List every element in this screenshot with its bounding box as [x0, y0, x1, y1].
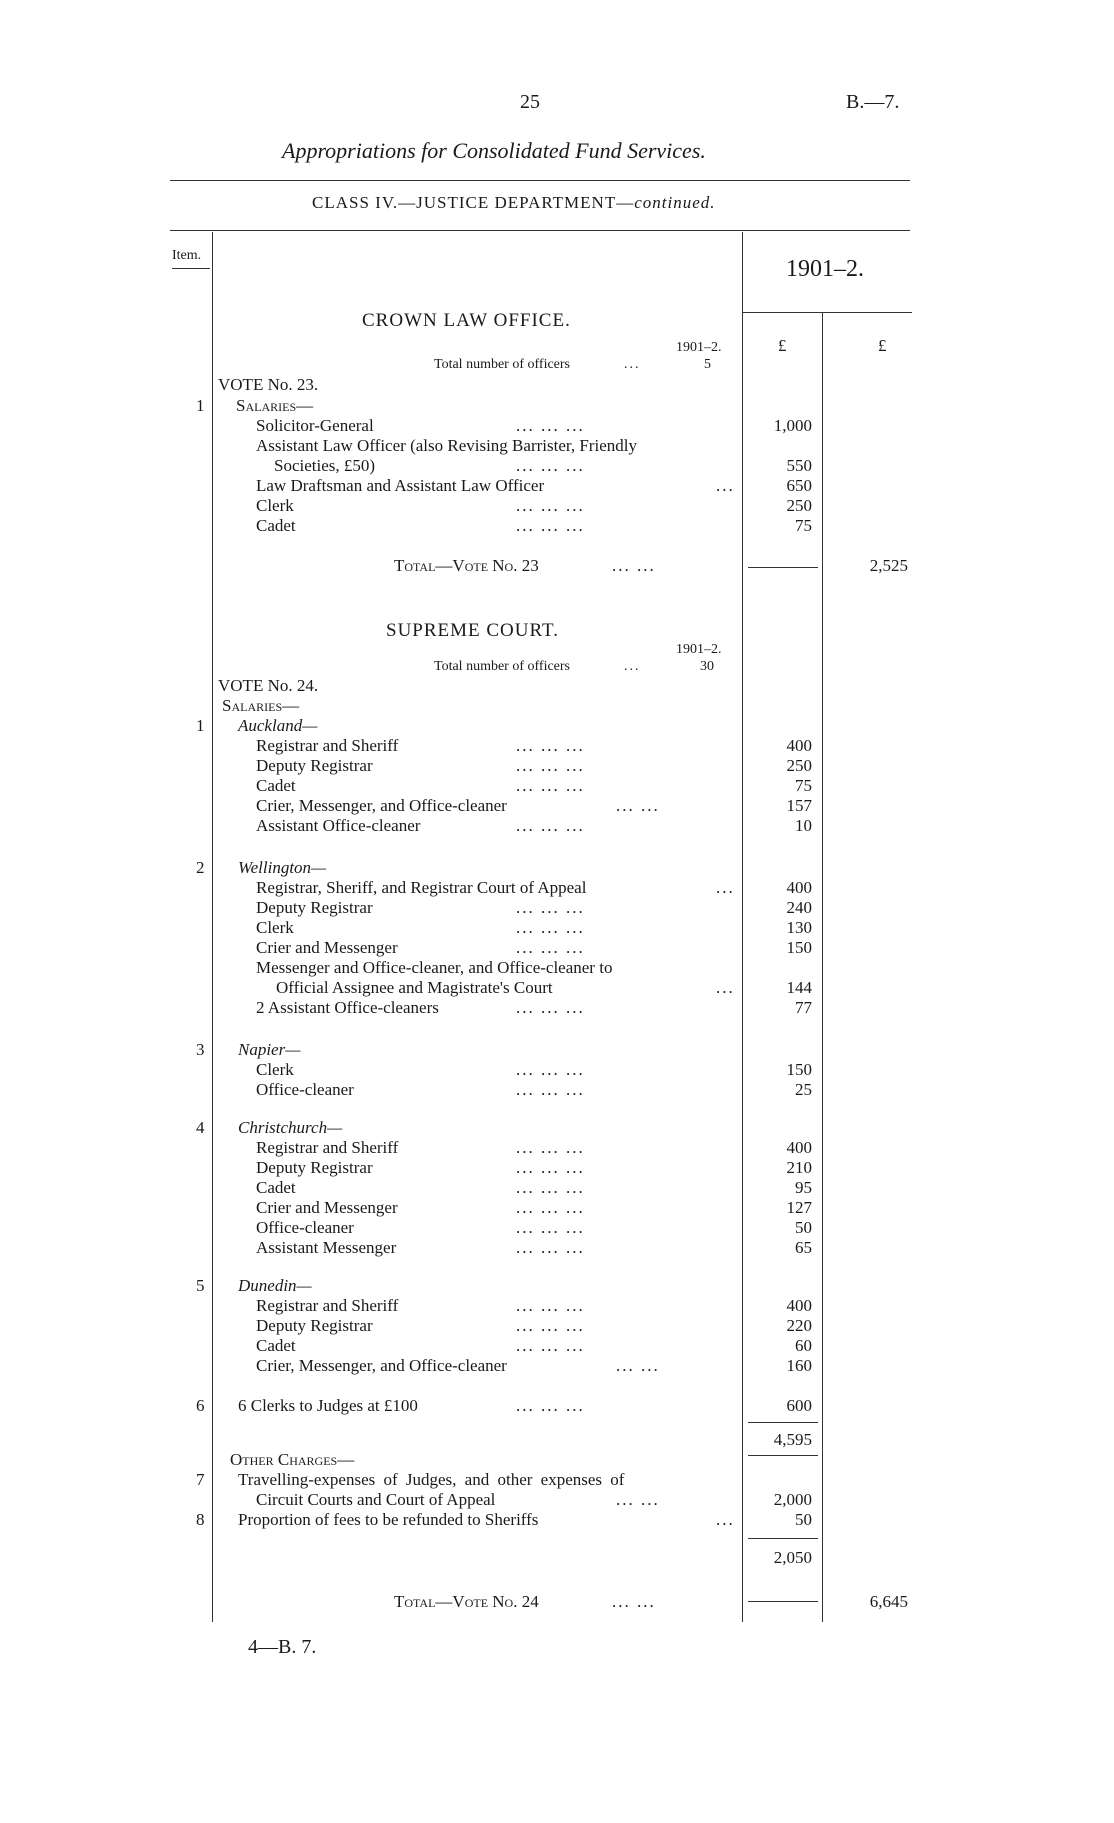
- row-leader: ... ... ...: [516, 1218, 585, 1237]
- row-label: Office-cleaner: [256, 1218, 354, 1237]
- vote-24-total-rule: [748, 1601, 818, 1602]
- row-leader: ... ... ...: [516, 1296, 585, 1315]
- crown-officers-year: 1901–2.: [676, 340, 722, 355]
- row-amount: 75: [795, 776, 812, 795]
- row-amount: 77: [795, 998, 812, 1017]
- row-label: Deputy Registrar: [256, 1316, 373, 1335]
- row-amount: 220: [786, 1316, 812, 1335]
- row-leader: ... ... ...: [516, 898, 585, 917]
- row-label: Deputy Registrar: [256, 1158, 373, 1177]
- row-label: Registrar and Sheriff: [256, 1138, 399, 1157]
- item-number: 2: [196, 858, 205, 877]
- row-leader: ... ... ...: [516, 1198, 585, 1217]
- row-amount: 157: [786, 796, 812, 815]
- row-label: Assistant Messenger: [256, 1238, 397, 1257]
- item-column-header: Item.: [172, 248, 202, 263]
- vote-24-heading: VOTE No. 24.: [218, 676, 319, 695]
- row-leader: ... ... ...: [516, 496, 585, 515]
- item-number: 8: [196, 1510, 205, 1529]
- row-label: Clerk: [256, 496, 294, 515]
- row-leader: ... ... ...: [516, 1158, 585, 1177]
- row-leader: ... ... ...: [516, 1238, 585, 1257]
- year-header-rule: [742, 312, 912, 313]
- row-leader: ... ... ...: [516, 416, 585, 435]
- row-label: Deputy Registrar: [256, 756, 373, 775]
- row-leader: ... ...: [616, 1356, 660, 1375]
- heading-rule: [170, 230, 910, 231]
- row-amount: 400: [786, 736, 812, 755]
- row-amount: 650: [786, 476, 812, 495]
- row-leader: ... ... ...: [516, 1138, 585, 1157]
- document-reference: B.—7.: [846, 91, 900, 113]
- crown-officers-label: Total number of officers: [434, 357, 570, 372]
- row-leader: ... ...: [616, 1490, 660, 1509]
- class-heading-continued: continued.: [634, 193, 716, 212]
- vote-23-total-rule: [748, 567, 818, 568]
- item-number: 1: [196, 716, 205, 735]
- crown-officers-leader: ...: [624, 357, 641, 372]
- row-amount: 144: [786, 978, 812, 997]
- row-leader: ... ... ...: [516, 998, 585, 1017]
- row-amount: 160: [786, 1356, 812, 1375]
- row-amount: 550: [786, 456, 812, 475]
- row-leader: ... ... ...: [516, 1178, 585, 1197]
- row-leader: ...: [716, 1510, 735, 1529]
- row-amount: 150: [786, 1060, 812, 1079]
- row-label: Cadet: [256, 1336, 296, 1355]
- row-label: Deputy Registrar: [256, 898, 373, 917]
- row-label: Office-cleaner: [256, 1080, 354, 1099]
- row-label: Cadet: [256, 776, 296, 795]
- salaries-subtotal: 4,595: [773, 1430, 812, 1449]
- class-heading: [312, 193, 716, 213]
- salaries-heading: Salaries—: [222, 696, 300, 715]
- district-heading-christchurch: Christchurch—: [238, 1118, 343, 1137]
- supreme-officers-label: Total number of officers: [434, 659, 570, 674]
- other-charge-label: Circuit Courts and Court of Appeal: [256, 1490, 496, 1509]
- district-heading-auckland: Auckland—: [238, 716, 318, 735]
- year-column-header: 1901–2.: [786, 256, 864, 282]
- vote-23-total: 2,525: [869, 556, 908, 575]
- row-leader: ... ... ...: [516, 1080, 585, 1099]
- subtotal-column-divider: [822, 312, 823, 1622]
- row-label: Crier and Messenger: [256, 1198, 398, 1217]
- district-heading-dunedin: Dunedin—: [238, 1276, 312, 1295]
- row-amount: 127: [786, 1198, 812, 1217]
- row-leader: ... ... ...: [516, 816, 585, 835]
- row-amount: 400: [786, 1296, 812, 1315]
- row-label: Registrar, Sheriff, and Registrar Court of Appeal: [256, 878, 587, 897]
- clerks-to-judges-amount: 600: [786, 1396, 812, 1415]
- row-leader: ... ... ...: [516, 776, 585, 795]
- row-label: Crier, Messenger, and Office-cleaner: [256, 1356, 507, 1375]
- row-label: Crier, Messenger, and Office-cleaner: [256, 796, 507, 815]
- row-amount: 150: [786, 938, 812, 957]
- row-label: Solicitor-General: [256, 416, 374, 435]
- row-leader: ... ... ...: [516, 1316, 585, 1335]
- row-leader: ... ... ...: [516, 756, 585, 775]
- clerks-to-judges-label: 6 Clerks to Judges at £100: [238, 1396, 418, 1415]
- row-amount: 250: [786, 756, 812, 775]
- row-leader: ...: [716, 978, 735, 997]
- supreme-officers-count: 30: [700, 659, 714, 674]
- item-column-divider: [212, 232, 213, 1622]
- row-leader: ...: [716, 476, 735, 495]
- row-amount: 250: [786, 496, 812, 515]
- item-header-rule: [172, 268, 210, 269]
- row-label: Assistant Office-cleaner: [256, 816, 421, 835]
- row-amount: 1,000: [773, 416, 812, 435]
- row-amount: 95: [795, 1178, 812, 1197]
- pound-sign-amount: £: [778, 336, 787, 355]
- other-charges-subtotal: 2,050: [773, 1548, 812, 1567]
- other-charge-label: Proportion of fees to be refunded to Sheriffs: [238, 1510, 539, 1529]
- row-label: Cadet: [256, 1178, 296, 1197]
- page-title: Appropriations for Consolidated Fund Services.: [282, 138, 706, 163]
- row-label: Registrar and Sheriff: [256, 736, 399, 755]
- row-amount: 50: [795, 1218, 812, 1237]
- row-leader: ... ... ...: [516, 736, 585, 755]
- row-label: Cadet: [256, 516, 296, 535]
- vote-23-total-label: Total—Vote No. 23: [394, 556, 539, 575]
- row-leader: ... ... ...: [516, 456, 585, 475]
- page-number: 25: [520, 91, 540, 113]
- row-leader: ... ... ...: [516, 918, 585, 937]
- row-leader: ... ... ...: [516, 516, 585, 535]
- supreme-officers-leader: ...: [624, 659, 641, 674]
- row-label: Clerk: [256, 918, 294, 937]
- other-charge-amount: 50: [795, 1510, 812, 1529]
- crown-officers-count: 5: [704, 357, 711, 372]
- row-label: Societies, £50): [274, 456, 376, 475]
- supreme-court-title: SUPREME COURT.: [386, 620, 559, 641]
- salaries-subtotal-underline: [748, 1455, 818, 1456]
- vote-24-total-label: Total—Vote No. 24: [394, 1592, 539, 1611]
- item-number: 1: [196, 396, 205, 415]
- item-number: 7: [196, 1470, 205, 1489]
- row-label: 2 Assistant Office-cleaners: [256, 998, 439, 1017]
- row-amount: 75: [795, 516, 812, 535]
- row-leader: ... ... ...: [516, 938, 585, 957]
- item-number: 4: [196, 1118, 205, 1137]
- vote-23-total-leader: ... ...: [612, 556, 656, 575]
- row-amount: 60: [795, 1336, 812, 1355]
- item-number: 3: [196, 1040, 205, 1059]
- row-leader: ...: [716, 878, 735, 897]
- item-number: 6: [196, 1396, 205, 1415]
- salaries-subtotal-rule: [748, 1422, 818, 1423]
- district-heading-wellington: Wellington—: [238, 858, 327, 877]
- vote-24-total: 6,645: [869, 1592, 908, 1611]
- row-amount: 240: [786, 898, 812, 917]
- row-leader: ... ... ...: [516, 1396, 585, 1415]
- crown-law-office-title: CROWN LAW OFFICE.: [362, 310, 571, 331]
- item-number: 5: [196, 1276, 205, 1295]
- row-amount: 400: [786, 1138, 812, 1157]
- row-amount: 210: [786, 1158, 812, 1177]
- row-label: Crier and Messenger: [256, 938, 398, 957]
- row-label: Clerk: [256, 1060, 294, 1079]
- salaries-heading: Salaries—: [236, 396, 314, 415]
- class-heading-main: CLASS IV.—JUSTICE DEPARTMENT—: [312, 193, 635, 212]
- row-label: Official Assignee and Magistrate's Court: [276, 978, 553, 997]
- row-leader: ... ... ...: [516, 1336, 585, 1355]
- row-label: Registrar and Sheriff: [256, 1296, 399, 1315]
- row-amount: 10: [795, 816, 812, 835]
- row-amount: 130: [786, 918, 812, 937]
- vote-23-heading: VOTE No. 23.: [218, 375, 319, 394]
- row-amount: 65: [795, 1238, 812, 1257]
- row-label: Assistant Law Officer (also Revising Barrister, Friendly: [256, 436, 637, 455]
- row-leader: ... ...: [616, 796, 660, 815]
- other-charge-amount: 2,000: [773, 1490, 812, 1509]
- supreme-officers-year: 1901–2.: [676, 642, 722, 657]
- signature-mark: 4—B. 7.: [248, 1636, 317, 1658]
- row-leader: ... ... ...: [516, 1060, 585, 1079]
- district-heading-napier: Napier—: [238, 1040, 301, 1059]
- row-amount: 25: [795, 1080, 812, 1099]
- row-label: Law Draftsman and Assistant Law Officer: [256, 476, 545, 495]
- row-amount: 400: [786, 878, 812, 897]
- row-label: Messenger and Office-cleaner, and Office-cleaner to: [256, 958, 613, 977]
- other-subtotal-rule: [748, 1538, 818, 1539]
- vote-24-total-leader: ... ...: [612, 1592, 656, 1611]
- other-charge-label: Travelling-expenses of Judges, and other expenses of: [238, 1470, 625, 1489]
- title-rule: [170, 180, 910, 181]
- other-charges-heading: Other Charges—: [230, 1450, 355, 1469]
- pound-sign-total: £: [878, 336, 887, 355]
